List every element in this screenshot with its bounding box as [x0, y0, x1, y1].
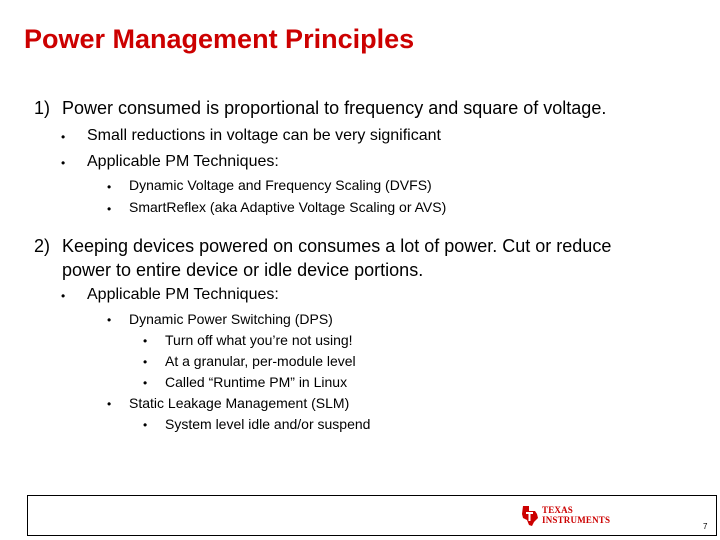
- point-2-sub-a-item: Called “Runtime PM” in Linux: [165, 374, 348, 390]
- point-2-sub-a-item: Turn off what you’re not using!: [165, 332, 353, 348]
- point-1-number: 1): [34, 98, 51, 118]
- bullet-glyph: •: [61, 130, 66, 144]
- point-2-sub-b: Static Leakage Management (SLM): [129, 395, 350, 411]
- bullet-glyph: •: [107, 313, 112, 327]
- point-2-sub-a: Dynamic Power Switching (DPS): [129, 311, 333, 327]
- bullet-glyph: •: [107, 180, 112, 194]
- bullet-glyph: •: [61, 289, 66, 303]
- bullet-glyph: •: [143, 334, 148, 348]
- point-2-number: 2): [34, 236, 51, 256]
- point-1-sub-a: Dynamic Voltage and Frequency Scaling (DVFS): [129, 177, 432, 193]
- bullet-glyph: •: [107, 202, 112, 216]
- point-2-sub-b-item: System level idle and/or suspend: [165, 416, 371, 432]
- bullet-glyph: •: [143, 376, 148, 390]
- bullet-glyph: •: [107, 397, 112, 411]
- point-1-bullet-b: Applicable PM Techniques:: [87, 153, 279, 170]
- logo-line-2: INSTRUMENTS: [542, 515, 611, 525]
- point-2-text-line-2: power to entire device or idle device portions.: [62, 260, 424, 280]
- point-1-bullet-a: Small reductions in voltage can be very significant: [87, 127, 441, 144]
- bullet-glyph: •: [143, 355, 148, 369]
- page-number: 7: [703, 522, 708, 531]
- point-2-bullet-a: Applicable PM Techniques:: [87, 286, 279, 303]
- bullet-glyph: •: [61, 156, 66, 170]
- point-1-sub-b: SmartReflex (aka Adaptive Voltage Scaling or AVS): [129, 199, 447, 215]
- bullet-glyph: •: [143, 418, 148, 432]
- slide-title: Power Management Principles: [24, 24, 415, 54]
- point-2-sub-a-item: At a granular, per-module level: [165, 353, 356, 369]
- texas-state-icon: [520, 504, 540, 528]
- point-2-text-line-1: Keeping devices powered on consumes a lot of power. Cut or reduce: [62, 236, 612, 256]
- point-1-text: Power consumed is proportional to frequency and square of voltage.: [62, 98, 607, 118]
- ti-logo: [520, 504, 620, 528]
- logo-line-1: TEXAS: [542, 505, 574, 515]
